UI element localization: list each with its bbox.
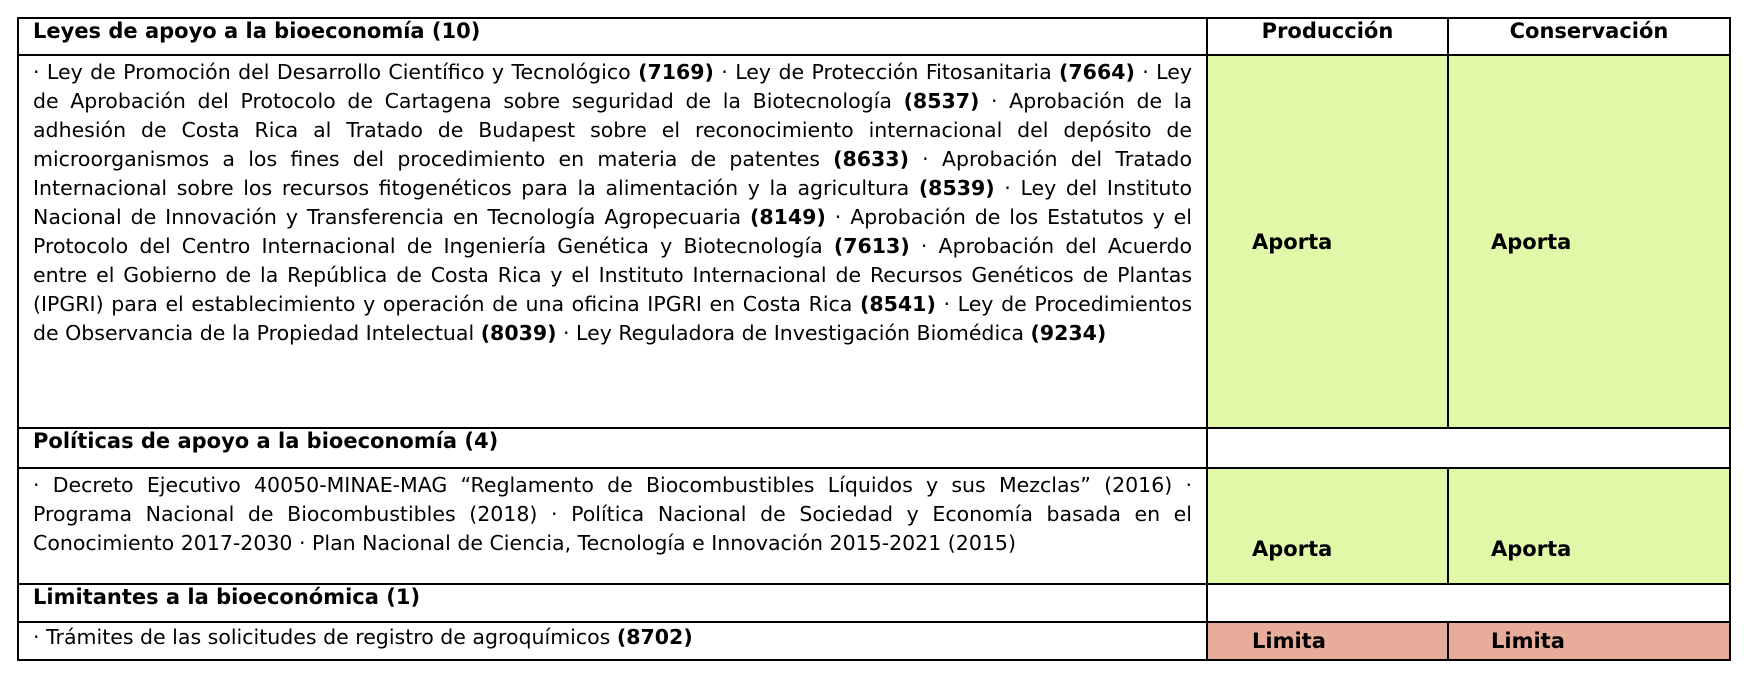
limitations-header-empty-cell (1207, 584, 1730, 622)
bioeconomy-table (17, 17, 1731, 661)
laws-production-verdict: Aporta (1207, 55, 1448, 428)
production-column-header: Producción (1207, 18, 1448, 55)
policies-row (18, 468, 1730, 584)
policies-production-verdict: Aporta (1207, 468, 1448, 584)
law-number: (7169) (638, 60, 714, 84)
law-number: (7613) (833, 234, 910, 258)
law-number: (9234) (1030, 321, 1107, 345)
law-number: (8039) (480, 321, 557, 345)
laws-section-title: Leyes de apoyo a la bioeconomía (10) (18, 18, 1207, 55)
limitations-production-verdict: Limita (1207, 622, 1448, 660)
limitations-text: · Trámites de las solicitudes de registro de agroquímicos (8702) (18, 622, 1207, 660)
law-number: (7664) (1059, 60, 1135, 84)
policies-header-empty-cell (1207, 428, 1730, 468)
law-number: (8541) (860, 292, 936, 316)
policies-text: · Decreto Ejecutivo 40050-MINAE-MAG “Reglamento de Biocombustibles Líquidos y sus Mezclas” (2016) · Programa Nacional de Biocombustibles (2018) · Política Nacional de Sociedad y Economía basada en el Conocimiento 2017-2030 · Plan Nacional de Ciencia, Tecnología e Innovación 2015-2021 (2015) (18, 468, 1207, 584)
law-number: (8537) (903, 89, 980, 113)
limitations-row (18, 622, 1730, 660)
policies-header-row (18, 428, 1730, 468)
policies-section-title: Políticas de apoyo a la bioeconomía (4) (18, 428, 1207, 468)
limitations-header-row (18, 584, 1730, 622)
law-number: (8149) (750, 205, 826, 229)
laws-text: · Ley de Promoción del Desarrollo Científico y Tecnológico (7169) · Ley de Protección Fitosanitaria (7664) · Ley de Aprobación del Protocolo de Cartagena sobre seguridad de la Biotecnología (8537) · Aprobación de la adhesión de Costa Rica al Tratado de Budapest sobre el reconocimiento internacional del depósito de microorganismos a los fines del procedimiento en materia de patentes (8633) · Aprobación del Tratado Internacional sobre los recursos fitogenéticos para la alimentación y la agricultura (8539) · Ley del Instituto Nacional de Innovación y Transferencia en Tecnología Agropecuaria (8149) · Aprobación de los Estatutos y el Protocolo del Centro Internacional de Ingeniería Genética y Biotecnología (7613) · Aprobación del Acuerdo entre el Gobierno de la República de Costa Rica y el Instituto Internacional de Recursos Genéticos de Plantas (IPGRI) para el establecimiento y operación de una oficina IPGRI en Costa Rica (8541) · Ley de Procedimientos de Observancia de la Propiedad Intelectual (8039) · Ley Reguladora de Investigación Biomédica (9234) (18, 55, 1207, 428)
law-number: (8702) (616, 625, 693, 649)
header-row (18, 18, 1730, 55)
law-number: (8633) (833, 147, 909, 171)
limitations-section-title: Limitantes a la bioeconómica (1) (18, 584, 1207, 622)
policies-conservation-verdict: Aporta (1448, 468, 1730, 584)
law-number: (8539) (918, 176, 995, 200)
conservation-column-header: Conservación (1448, 18, 1730, 55)
laws-row (18, 55, 1730, 428)
laws-conservation-verdict: Aporta (1448, 55, 1730, 428)
limitations-conservation-verdict: Limita (1448, 622, 1730, 660)
